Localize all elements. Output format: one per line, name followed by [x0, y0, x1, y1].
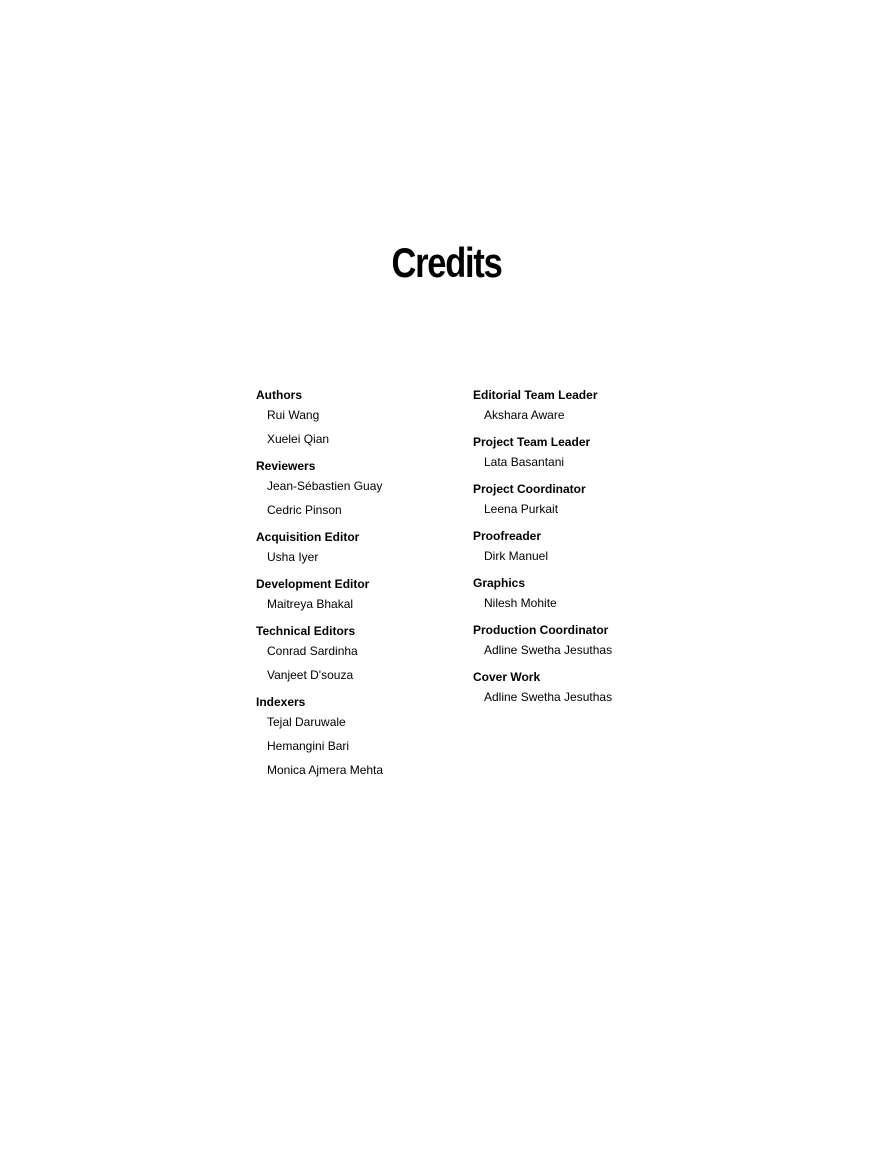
credit-name: Maitreya Bhakal	[267, 597, 354, 611]
role-heading: Indexers	[256, 695, 306, 709]
credit-name: Conrad Sardinha	[267, 644, 358, 658]
credit-section-indexers	[256, 694, 456, 778]
credit-name: Monica Ajmera Mehta	[267, 763, 384, 777]
role-heading: Acquisition Editor	[256, 530, 360, 544]
credit-name: Usha Iyer	[267, 550, 319, 564]
credit-section-project-coordinator	[473, 481, 673, 517]
credit-name: Dirk Manuel	[484, 549, 549, 563]
page-title: Credits	[391, 239, 502, 286]
credit-name: Nilesh Mohite	[484, 596, 557, 610]
credit-section-acquisition-editor	[256, 529, 456, 565]
credit-name: Hemangini Bari	[267, 739, 350, 753]
role-heading: Editorial Team Leader	[473, 388, 598, 402]
role-heading: Production Coordinator	[473, 623, 609, 637]
credit-name: Vanjeet D'souza	[267, 668, 354, 682]
credit-section-reviewers	[256, 458, 456, 518]
credit-section-proofreader	[473, 528, 673, 564]
role-heading: Proofreader	[473, 529, 542, 543]
credit-section-editorial-team-leader	[473, 387, 673, 423]
role-heading: Graphics	[473, 576, 526, 590]
role-heading: Technical Editors	[256, 624, 356, 638]
credit-name: Adline Swetha Jesuthas	[484, 643, 613, 657]
role-heading: Reviewers	[256, 459, 316, 473]
credit-section-cover-work	[473, 669, 673, 705]
credit-section-authors	[256, 387, 456, 447]
credit-name: Jean-Sébastien Guay	[267, 479, 383, 493]
role-heading: Authors	[256, 388, 302, 402]
credit-section-development-editor	[256, 576, 456, 612]
role-heading: Development Editor	[256, 577, 370, 591]
credit-name: Akshara Aware	[484, 408, 565, 422]
credit-name: Cedric Pinson	[267, 503, 342, 517]
credits-right-column	[473, 387, 673, 716]
role-heading: Project Team Leader	[473, 435, 591, 449]
credit-name: Adline Swetha Jesuthas	[484, 690, 613, 704]
role-heading: Project Coordinator	[473, 482, 586, 496]
credit-name: Lata Basantani	[484, 455, 565, 469]
credit-name: Xuelei Qian	[267, 432, 330, 446]
credit-name: Rui Wang	[267, 408, 320, 422]
credit-section-production-coordinator	[473, 622, 673, 658]
credit-section-technical-editors	[256, 623, 456, 683]
role-heading: Cover Work	[473, 670, 541, 684]
credits-left-column	[256, 387, 456, 789]
credit-section-graphics	[473, 575, 673, 611]
credit-name: Leena Purkait	[484, 502, 559, 516]
credit-name: Tejal Daruwale	[267, 715, 346, 729]
credit-section-project-team-leader	[473, 434, 673, 470]
